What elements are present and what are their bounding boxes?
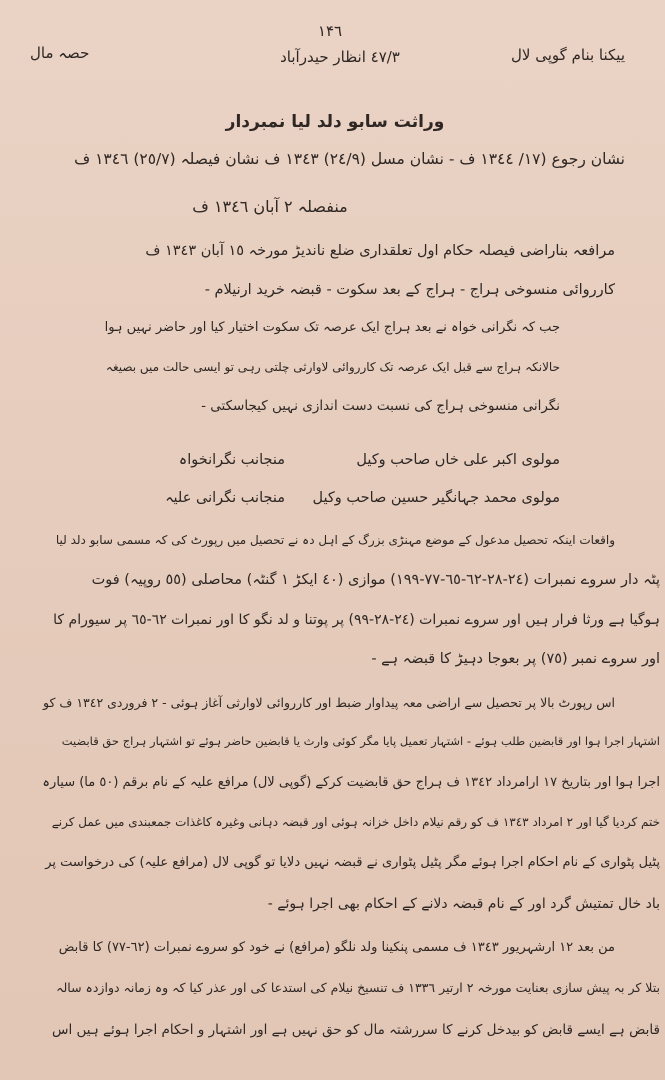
heading-title: وراثت سابو دلد لیا نمبردار — [225, 112, 445, 132]
paragraph-line: اور سروے نمبر (٧٥) پر بعوجا دہیڑ کا قبضہ ہے - — [371, 651, 660, 667]
paragraph-line: باد خال تمتیش گرد اور کے نام قبضہ دلانے کے احکام بھی اجرا ہوئے - — [267, 896, 660, 912]
body-line: جب کہ نگرانی خواہ نے بعد ہراج ایک عرصہ تک سکوت اختیار کیا اور حاضر نہیں ہوا — [104, 320, 560, 335]
paragraph-line: بتلا کر بہ پیش سازی بعنایت مورخہ ٢ ارتیر ١٣٣٦ ف تنسیخ نیلام کی استدعا کی اور عذر کیا کہ وہ زمانہ دوازدہ سالہ — [56, 980, 660, 995]
paragraph-line: پٹیل پٹواری کے نام احکام اجرا ہوئے مگر پٹیل پٹواری نے قبضہ نہیں دلایا تو گوپی لال (مرافع علیہ) کی درخواست پر — [45, 855, 660, 870]
center-note: ٤٧/٣ انظار حیدرآباد — [280, 48, 400, 66]
decision-date: منفصلہ ٢ آبان ١٣٤٦ ف — [192, 197, 348, 216]
body-line: حالانکہ ہراج سے قبل ایک عرصہ تک کارروائی لاوارثی چلتی رہی تو ایسی حالت میں بصیغہ — [105, 360, 560, 374]
counsel-role: منجانب نگرانخواہ — [178, 452, 285, 468]
paragraph-line: قابض ہے ایسے قابض کو بیدخل کرنے کا سررشتہ مال کو حق نہیں ہے اور اشتہار و احکام اجرا ہوئے ہیں اس — [51, 1022, 660, 1038]
left-note: حصہ مال — [30, 44, 90, 62]
case-number: نشان رجوع (١٧/ ١٣٤٤ ف - نشان مسل (٢٤/٩) ١٣٤٣ ف نشان فیصلہ (٢٥/٧) ١٣٤٦ ف — [74, 150, 625, 168]
case-title: ییکنا بنام گوپی لال — [511, 46, 625, 64]
paragraph-line: واقعات اینکہ تحصیل مدعول کے موضع مہنڑی بزرگ کے اہل دہ نے تحصیل میں رپورٹ کی کہ مسمی سابو دلد لیا — [55, 533, 615, 547]
paragraph-line: اس رپورٹ بالا پر تحصیل سے اراضی معہ پیداوار ضبط اور کارروائی لاوارثی آغاز ہوئی - ٢ فروردی ١٣٤٢ ف کو — [42, 695, 615, 710]
counsel-role: منجانب نگرانی علیہ — [165, 490, 285, 506]
counsel-name: مولوی اکبر علی خاں صاحب وکیل — [356, 452, 560, 468]
paragraph-line: اجرا ہوا اور بتاریخ ١٧ ارامرداد ١٣٤٢ ف ہراج حق قابضیت کرکے (گوپی لال) مرافع علیہ کے نام برقم (٥٠ ما) سیارہ — [42, 775, 660, 790]
page-number: ١۴٦ — [317, 22, 343, 40]
paragraph-line: ہوگیا ہے ورثا فرار ہیں اور سروے نمبرات (٢٤-٢٨-٩٩) پر پوتنا و لد نگو کا اور نمبرات ٦٢-٦٥ پر سیورام کا — [53, 612, 660, 628]
paragraph-line: پٹہ دار سروے نمبرات (٢٤-٢٨-٦٢-٦٥-٧٧-١٩٩) موازی (٤٠ ایکڑ ١ گنٹہ) محاصلی (٥٥ روپیہ) فوت — [91, 572, 660, 588]
body-line: کارروائی منسوخی ہراج - ہراج کے بعد سکوت - قبضہ خرید ارنیلام - — [204, 282, 615, 298]
paragraph-line: ختم کردیا گیا اور ٢ امرداد ١٣٤٣ ف کو رقم نیلام داخل خزانہ ہوئی اور قبضہ دہانی وغیرہ کاغذات جمعبندی میں عمل کرنے — [51, 815, 660, 829]
body-line: مرافعہ بناراضی فیصلہ حکام اول تعلقداری ضلع ناندیڑ مورخہ ١٥ آبان ١٣٤٣ ف — [145, 243, 615, 259]
body-line: نگرانی منسوخی ہراج کی نسبت دست اندازی نہیں کیجاسکتی - — [201, 398, 560, 414]
counsel-name: مولوی محمد جہانگیر حسین صاحب وکیل — [312, 490, 560, 506]
paragraph-line: من بعد ١٢ ارشہریور ١٣٤٣ ف مسمی پنکینا ولد نلگو (مرافع) نے خود کو سروے نمبرات (٦٢-٧٧) کا قابض — [58, 940, 615, 955]
paragraph-line: اشتہار اجرا ہوا اور قابضین طلب ہوئے - اشتہار تعمیل پایا مگر کوئی وارث یا قابضین حاضر ہوئے تو اشتہار ہراج حق قابضیت — [61, 734, 660, 748]
